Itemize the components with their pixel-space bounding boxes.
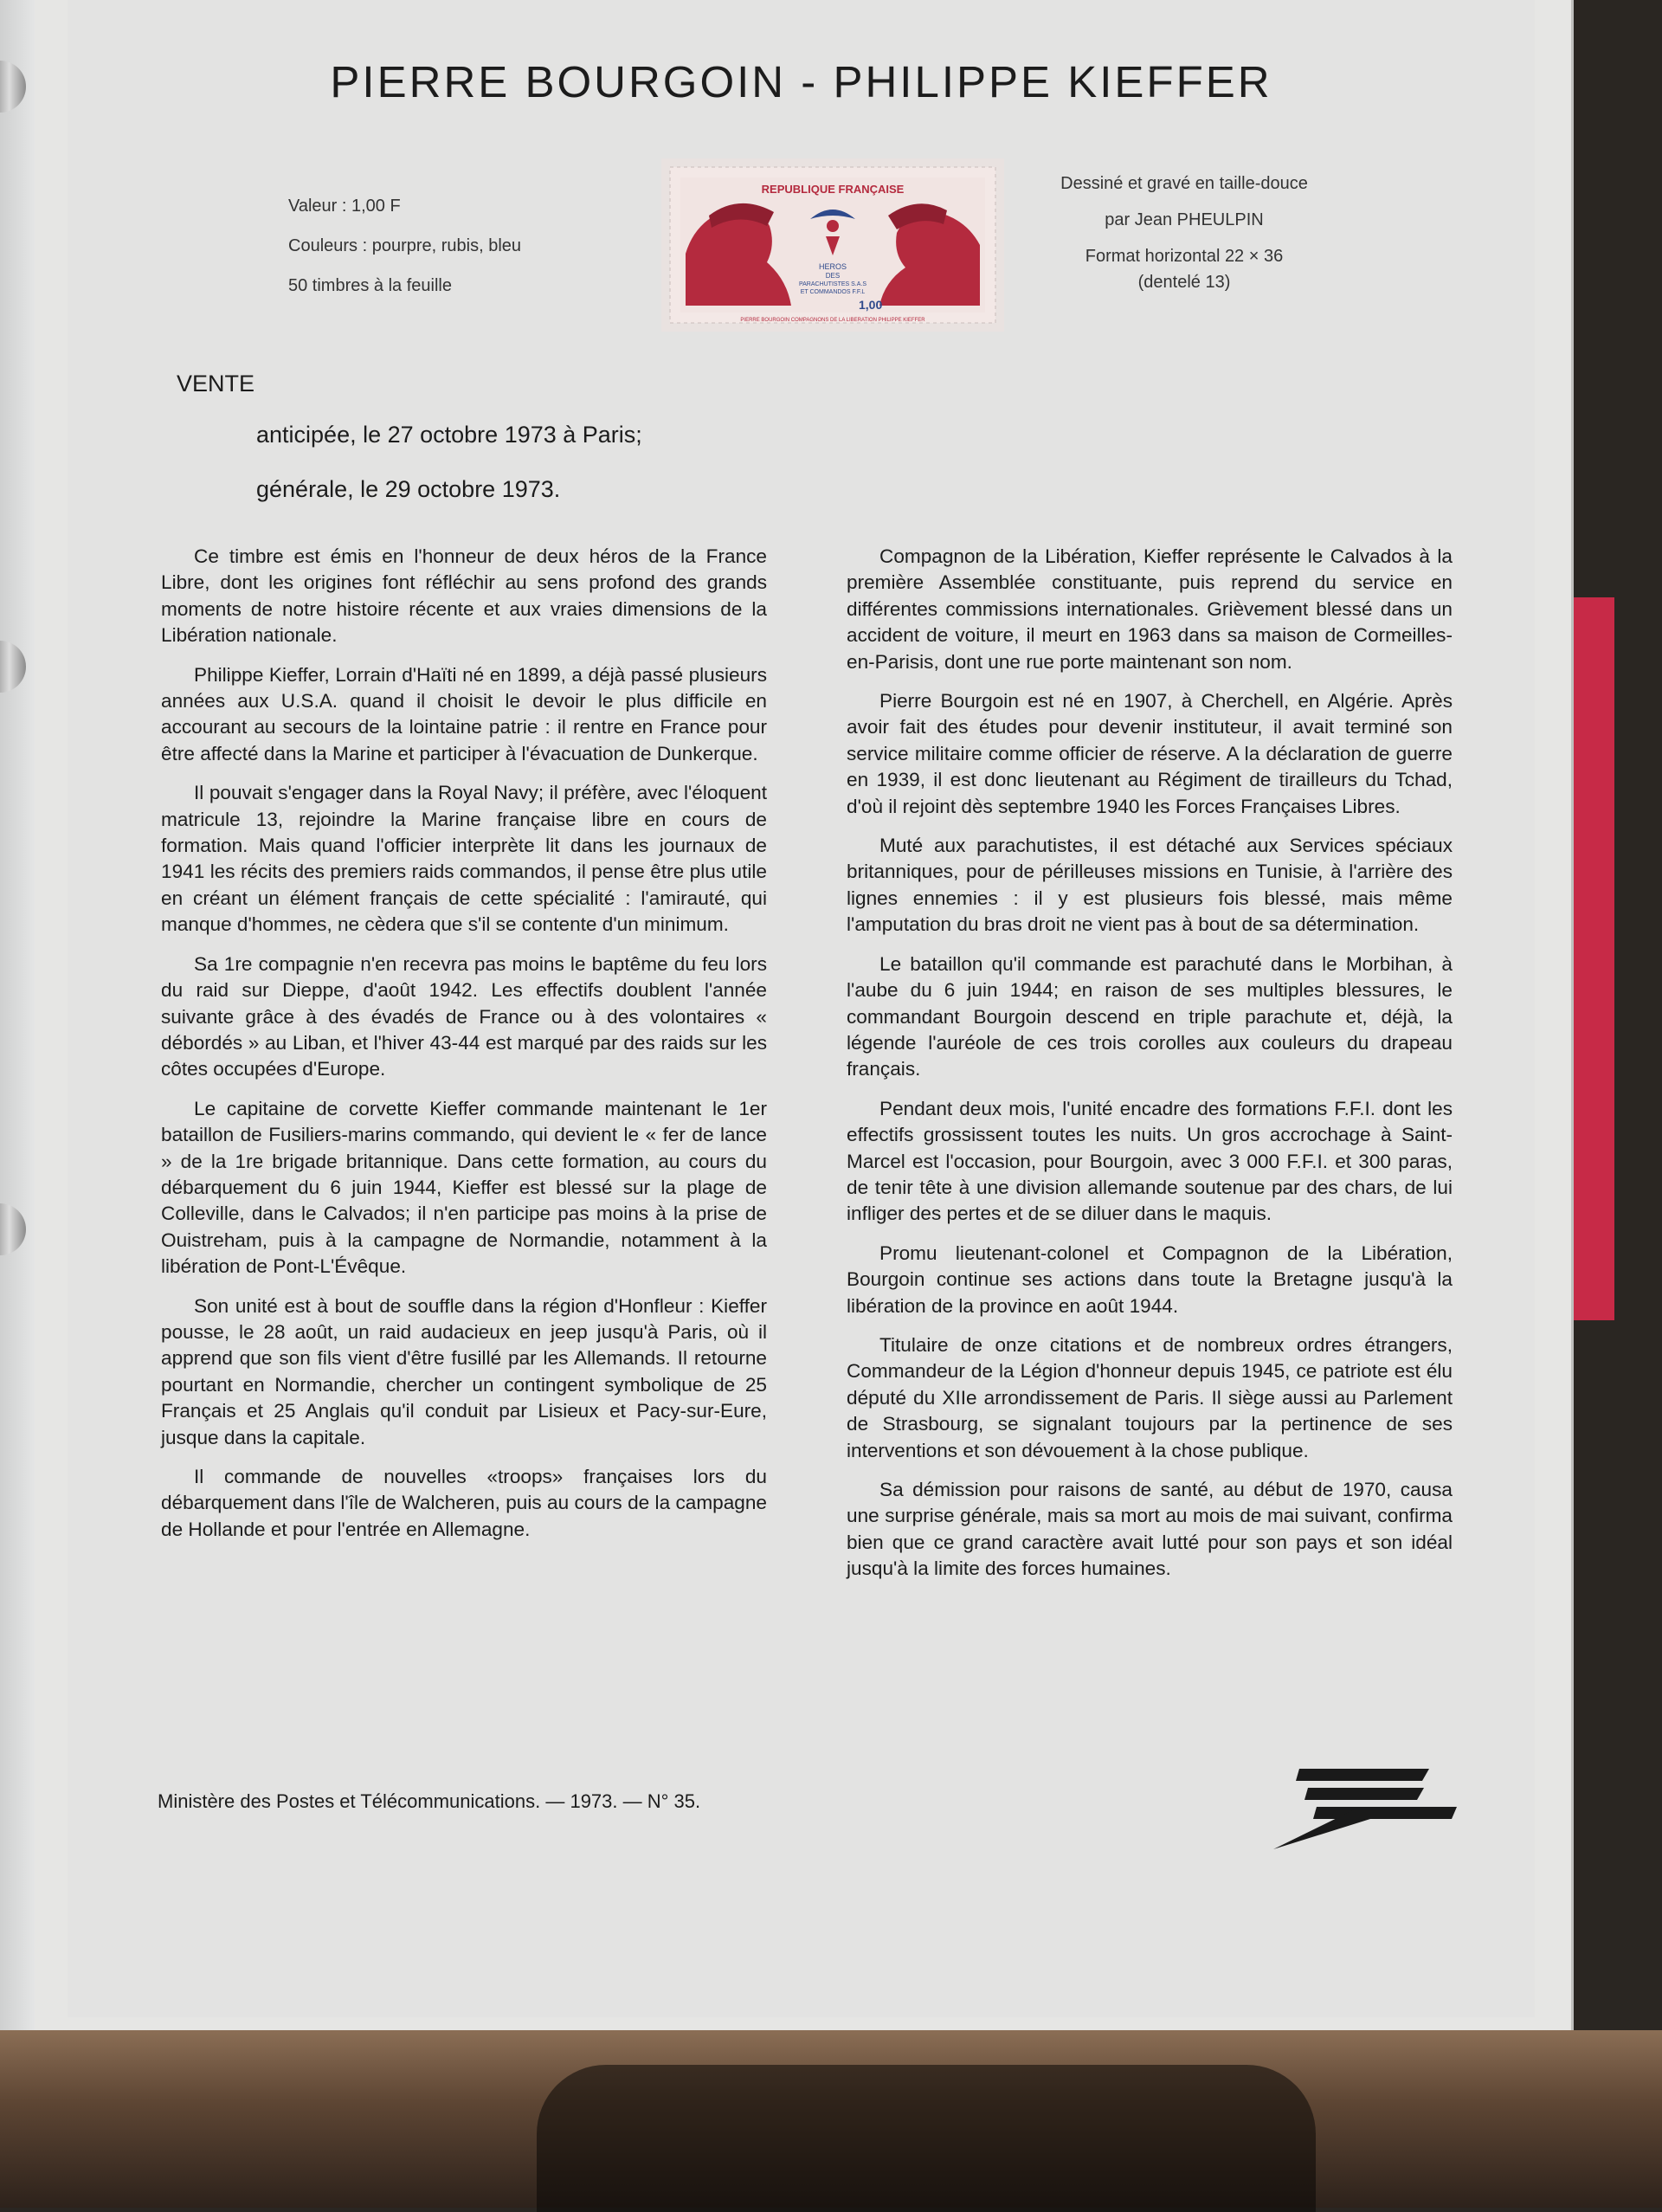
desk-surface bbox=[0, 2030, 1662, 2208]
binder-ring bbox=[0, 61, 26, 113]
right-column-paragraph: Compagnon de la Libération, Kieffer représente le Calvados à la première Assemblée constituante, puis reprend du service en différentes commissions internationales. Grièvement blessé dans un accident de voiture, il meurt en 1963 dans sa maison de Cormeilles-en-Parisis, dont une rue porte maintenant son nom. bbox=[847, 545, 1453, 673]
stamp-bottom-caption: PIERRE BOURGOIN COMPAGNONS DE LA LIBERATION PHILIPPE KIEFFER bbox=[740, 318, 925, 323]
credit-line-4: (dentelé 13) bbox=[1137, 273, 1231, 292]
document-page bbox=[68, 0, 1535, 2017]
binder-ring bbox=[0, 641, 26, 693]
credit-line-2: par Jean PHEULPIN bbox=[1105, 210, 1264, 229]
right-column-paragraph: Muté aux parachutistes, il est détaché aux Services spéciaux britanniques, pour de périlleuses missions en Tunisie, à l'arrière des lignes ennemies : il y est plusieurs fois blessé, mais même l'amputation du bras droit ne vient pas à bout de sa détermination. bbox=[847, 835, 1453, 936]
left-column-paragraph: Il commande de nouvelles «troops» françaises lors du débarquement dans l'île de Walcheren, puis au cours de la campagne de Hollande et pour l'entrée en Allemagne. bbox=[161, 1466, 767, 1540]
stamp-commandos: ET COMMANDOS F.F.L bbox=[800, 289, 866, 295]
left-column-paragraph: Il pouvait s'engager dans la Royal Navy; il préfère, avec l'éloquent matricule 13, rejoindre la Marine française libre en cours de formation. Mais quand l'officier interprète lit dans les journaux de 1941 les récits des premiers raids commandos, il pense être plus utile en créant un élément français de cette spécialité : l'amirauté, qui manque d'hommes, ne cèdera que s'il se contente d'un minimum. bbox=[161, 782, 767, 936]
right-column-paragraph: Sa démission pour raisons de santé, au début de 1970, causa une surprise générale, mais sa mort au mois de mai suivant, confirma bien que ce grand caractère avait lutté pour son pays et son idéal jusqu'à la limite des forces humaines. bbox=[847, 1479, 1453, 1580]
left-column-paragraph: Sa 1re compagnie n'en recevra pas moins le baptême du feu lors du raid sur Dieppe, d'août 1942. Les effectifs doublent l'année suivante grâce à des évadés de France ou à des volontaires « débordés » au Liban, et l'hiver 43-44 est marqué par des raids sur les côtes occupées d'Europe. bbox=[161, 952, 767, 1080]
stamp-heros: HEROS bbox=[818, 262, 847, 271]
left-column-paragraph: Philippe Kieffer, Lorrain d'Haïti né en 1899, a déjà passé plusieurs années aux U.S.A. quand il choisit le devoir le plus difficile en accourant au secours de la lointaine patrie : il rentre en France pour être affecté dans la Marine et participer à l'évacuation de Dunkerque. bbox=[161, 663, 767, 764]
left-column-paragraph: Son unité est à bout de souffle dans la région d'Honfleur : Kieffer pousse, le 28 août, un raid audacieux en jeep jusqu'à Paris, où il apprend que son fils vient d'être fusillé par les Allemands. Il retourne pourtant en Normandie, chercher un contingent symbolique de 25 Français et 25 Anglais qu'il conduit par Lisieux et Pacy-sur-Eure, jusque dans la capitale. bbox=[161, 1294, 767, 1448]
stamp-credits bbox=[1002, 171, 1366, 295]
spec-feuille: 50 timbres à la feuille bbox=[288, 276, 452, 295]
credit-line-3: Format horizontal 22 × 36 bbox=[1085, 247, 1284, 266]
stamp-country: REPUBLIQUE FRANÇAISE bbox=[761, 183, 905, 196]
right-column-paragraph: Pierre Bourgoin est né en 1907, à Cherchell, en Algérie. Après avoir fait des études pour devenir instituteur, il avait terminé son service militaire comme officier de réserve. A la déclaration de guerre en 1939, il est donc lieutenant au Régiment de tirailleurs du Tchad, d'où il rejoint dès septembre 1940 les Forces Françaises Libres. bbox=[847, 690, 1453, 817]
right-column-paragraph: Le bataillon qu'il commande est parachuté dans le Morbihan, à l'aube du 6 juin 1944; en raison de ses multiples blessures, le commandant Bourgoin descend en triple parachute et, déjà, la légende l'auréole de ces trois corolles aux couleurs du drapeau français. bbox=[847, 952, 1453, 1080]
right-column-paragraph: Pendant deux mois, l'unité encadre des formations F.F.I. dont les effectifs grossissent toutes les nuits. Un gros accrochage à Saint-Marcel est l'occasion, pour Bourgoin, avec 3 000 F.F.I. et 300 paras, de tenir tête à une division allemande soutenue par des chars, de lui infliger des pertes et de se diluer dans le maquis. bbox=[847, 1097, 1453, 1225]
right-column-paragraph: Promu lieutenant-colonel et Compagnon de la Libération, Bourgoin continue ses actions dans toute la Bretagne jusqu'à la libération de la province en août 1944. bbox=[847, 1241, 1453, 1317]
footer-publisher: Ministère des Postes et Télécommunications. — 1973. — N° 35. bbox=[158, 1790, 701, 1812]
page-title: PIERRE BOURGOIN - PHILIPPE KIEFFER bbox=[330, 57, 1272, 106]
binder-ring bbox=[0, 1203, 26, 1255]
left-column-paragraph: Ce timbre est émis en l'honneur de deux héros de la France Libre, dont les origines font réfléchir au sens profond des grands moments de notre histoire récente et aux vraies dimensions de la Libération nationale. bbox=[161, 545, 767, 647]
left-column-paragraph: Le capitaine de corvette Kieffer commande maintenant le 1er bataillon de Fusiliers-marins commando, qui devient le « fer de lance » de la 1re brigade britannique. Dans cette formation, au cours du débarquement du 6 juin 1944, Kieffer est blessé sur la plage de Colleville, dans le Calvados; il n'en participe pas moins à la prise de Ouistreham, puis à la campagne de Normandie, notamment à la libération de Pont-L'Évêque. bbox=[161, 1097, 767, 1278]
stamp-specs bbox=[288, 186, 521, 306]
spec-valeur: Valeur : 1,00 F bbox=[288, 197, 401, 216]
vente-label: VENTE bbox=[177, 371, 255, 397]
stamp-des: DES bbox=[825, 272, 841, 280]
stamp-image bbox=[661, 158, 1004, 332]
right-column-paragraph: Titulaire de onze citations et de nombreux ordres étrangers, Commandeur de la Légion d'honneur depuis 1945, ce patriote est élu député du XIIe arrondissement de Paris. Il siège aussi au Parlement de Strasbourg, se signalant toujours par la pertinence de ses interventions et son dévouement à la chose publique. bbox=[847, 1333, 1453, 1461]
la-poste-arrow-logo-icon bbox=[1273, 1769, 1457, 1849]
spec-couleurs: Couleurs : pourpre, rubis, bleu bbox=[288, 236, 522, 255]
stamp-parachutistes: PARACHUTISTES S.A.S bbox=[798, 281, 867, 287]
vente-anticipee: anticipée, le 27 octobre 1973 à Paris; bbox=[256, 422, 642, 448]
credit-line-1: Dessiné et gravé en taille-douce bbox=[1060, 174, 1308, 193]
stamp-value: 1,00 bbox=[859, 298, 883, 312]
vente-generale: générale, le 29 octobre 1973. bbox=[256, 476, 561, 502]
text-column-right bbox=[847, 544, 1453, 1596]
text-column-left bbox=[161, 544, 767, 1556]
